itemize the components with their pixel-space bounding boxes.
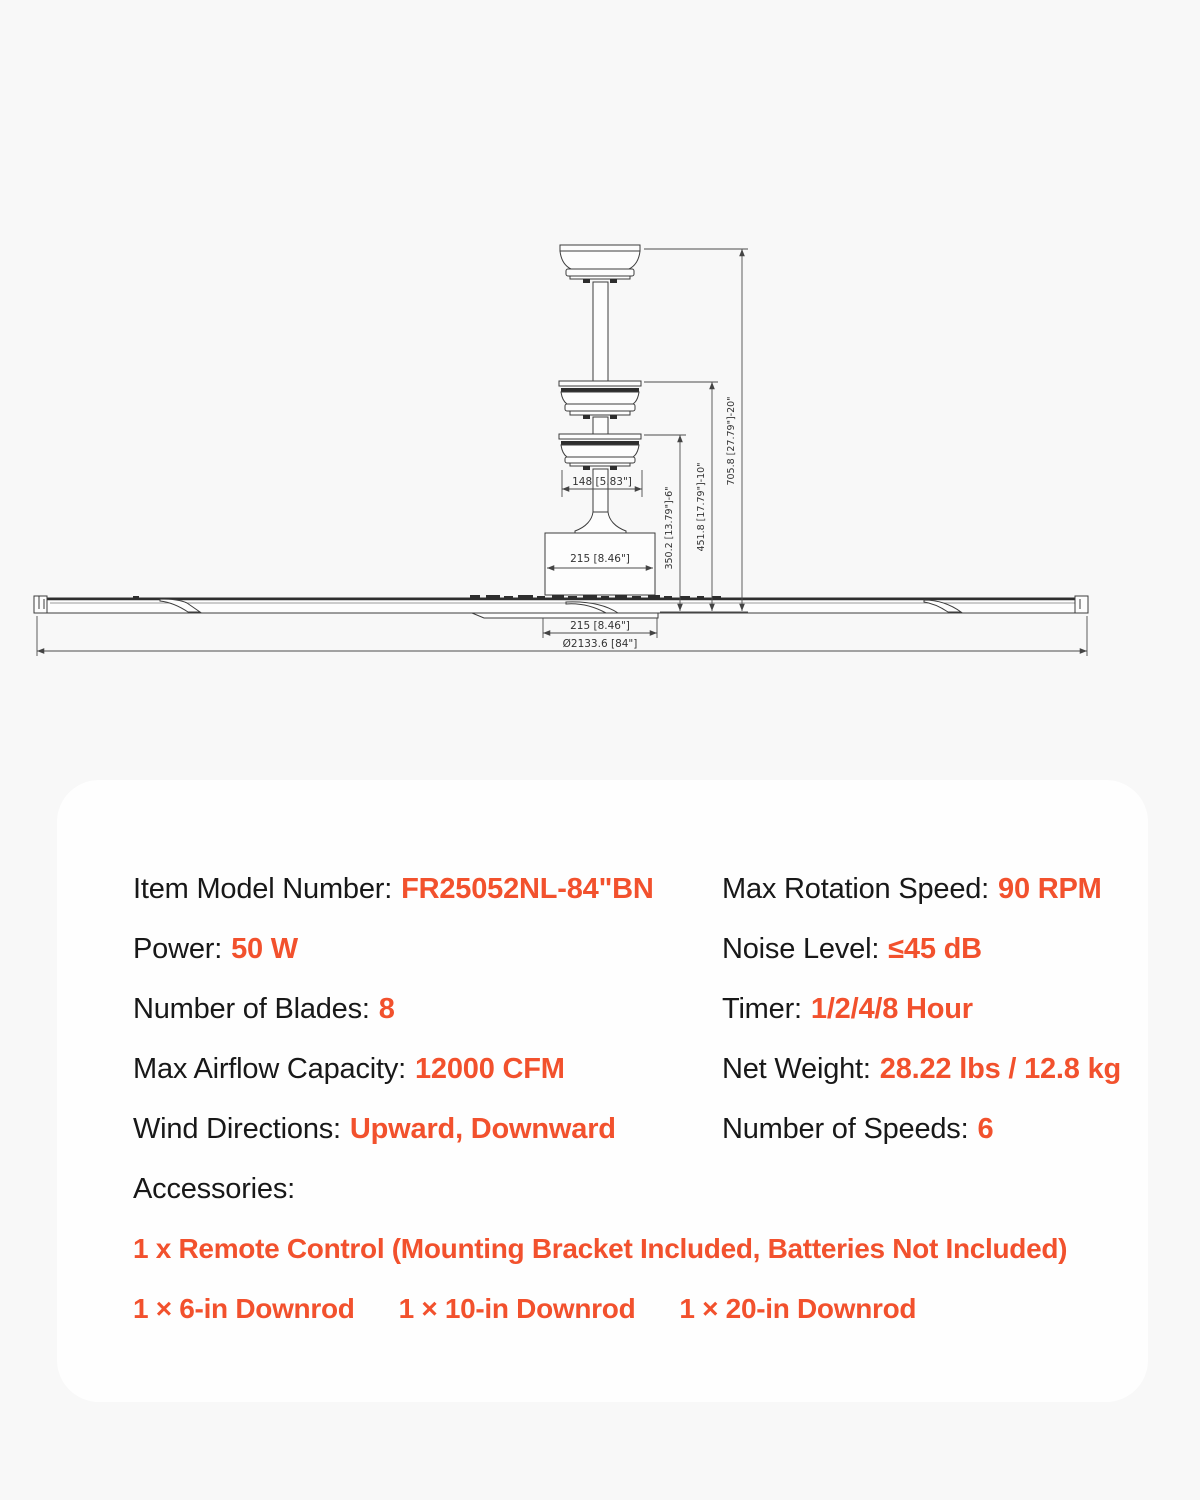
spec-value: 50 W [231,932,298,965]
canopy-low [559,434,641,470]
dim-motor-width: 215 [8.46"] [570,553,630,565]
spec-value: 28.22 lbs / 12.8 kg [879,1052,1122,1085]
spec-value: Upward, Downward [349,1112,616,1145]
dim-hub-width [543,618,657,638]
spec-label: Timer: [722,992,802,1025]
svg-text:Ø2133.6 [84"]: Ø2133.6 [84"] [562,638,638,650]
accessory-remote-line [133,1219,1148,1279]
spec-row-rotation-speed [722,859,1148,919]
svg-text:350.2 [13.79"]-6": 350.2 [13.79"]-6" [664,486,675,570]
svg-text:451.8 [17.79"]-10": 451.8 [17.79"]-10" [696,462,707,552]
spec-value: FR25052NL-84"BN [401,872,654,905]
svg-text:148 [5.83"]: 148 [5.83"] [572,476,632,488]
spec-row-speeds [722,1099,1148,1159]
spec-label: Accessories: [133,1172,295,1205]
spec-value: 8 [378,992,395,1025]
spec-value: 90 RPM [998,872,1102,905]
spec-label: Power: [133,932,223,965]
svg-text:215 [8.46"]: 215 [8.46"] [570,620,630,632]
spec-row-net-weight [722,1039,1148,1099]
spec-label: Item Model Number: [133,872,393,905]
spec-row-accessories-heading [133,1159,722,1219]
accessory-downrod-10: 1 × 10-in Downrod [398,1293,636,1324]
fan-blades [34,595,1088,618]
spec-label: Max Airflow Capacity: [133,1052,406,1085]
spec-row-timer [722,979,1148,1039]
spec-card [57,780,1148,1402]
accessory-downrods-line [133,1279,1148,1339]
ceiling-canopy [560,245,640,283]
spec-label: Net Weight: [722,1052,871,1085]
spec-row-noise-level [722,919,1148,979]
spec-value: ≤45 dB [888,932,982,965]
spec-value: 6 [977,1112,994,1145]
spec-label: Max Rotation Speed: [722,872,990,905]
motor-housing [545,533,655,595]
accessory-downrod-6: 1 × 6-in Downrod [133,1293,355,1324]
spec-value: 1/2/4/8 Hour [810,992,973,1025]
spec-column-right [722,859,1148,1219]
svg-text:705.8 [27.79"]-20": 705.8 [27.79"]-20" [726,396,737,486]
dim-blade-diameter [37,616,1087,656]
spec-column-left [133,859,722,1219]
spec-label: Number of Blades: [133,992,370,1025]
accessory-downrod-20: 1 × 20-in Downrod [679,1293,917,1324]
canopy-mid [559,381,641,419]
spec-columns [133,859,1148,1219]
spec-label: Number of Speeds: [722,1112,969,1145]
spec-label: Wind Directions: [133,1112,341,1145]
spec-row-model [133,859,722,919]
spec-value: 12000 CFM [415,1052,565,1085]
accessory-remote-text: 1 x Remote Control (Mounting Bracket Included, Batteries Not Included) [133,1233,1068,1264]
spec-row-power [133,919,722,979]
spec-row-blades [133,979,722,1039]
motor-neck [575,512,626,533]
spec-row-airflow [133,1039,722,1099]
dim-downrod-20 [644,249,748,611]
spec-row-wind-directions [133,1099,722,1159]
spec-label: Noise Level: [722,932,880,965]
